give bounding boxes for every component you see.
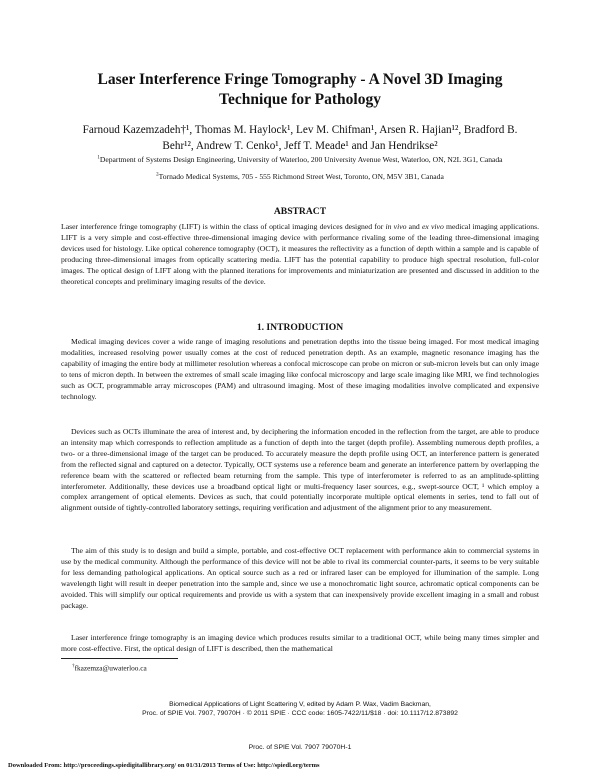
footnote <box>72 661 147 673</box>
authors-line-1: Farnoud Kazemzadeh†¹, Thomas M. Haylock¹, Lev M. Chifman¹, Arsen R. Hajian¹², Bradford B. <box>82 124 518 136</box>
page-footer: Proc. of SPIE Vol. 7907 79070H-1 <box>248 744 352 751</box>
introduction-heading: 1. INTRODUCTION <box>256 322 344 333</box>
paper-title <box>60 70 540 110</box>
author-list <box>55 122 545 154</box>
intro-paragraph-2: Devices such as OCTs illuminate the area of interest and, by deciphering the information encoded in the reflection from the target, are able to produce an intensity map which corresponds to reflection amplitude as a function of depth into the target (depth profile). Assembling numerous depth profiles, a two- or a three-dimensional image of the target can be produced. To accurately measure the depth profile using OCT, an interference pattern is generated from the reflected signal and captured on a detector. Typically, OCT systems use a reference beam and generate an interference pattern by overlapping the reference beam with the scattered or reflected beam returning from the sample. This type of interferometer is referred to as an amplitude-splitting interferometer. Additionally, these devices use a broadband optical light or multi-frequency laser sources, e.g., swept-source OCT, ¹ which employ a complex arrangement of optical elements. Devices as such, that could potentially incorporate multiple optical elements in series, tend to fall out of alignment outside of tightly-controlled laboratory settings, requiring verification and adjustment of the alignment prior to any measurement. <box>61 427 539 513</box>
intro-paragraph-1: Medical imaging devices cover a wide range of imaging resolutions and penetration depths into the tissue being imaged. For most medical imaging modalities, increased resolving power usually comes at the cost of reduced penetration depth. As an example, magnetic resonance imaging has the capability of imaging the entire body at millimeter resolution whereas a confocal microscope can probe on micron or sub-micron levels but can only image to tens of micron depth. In between the extremes of small scale imaging like confocal microscopy and large scale imaging like MRI, we find technologies such as OCT, programmable array microscopes (PAM) and ultrasound imaging. Most of these imaging modalities involve complicated and expensive technology. <box>61 337 539 401</box>
footnote-mark: † <box>72 663 75 669</box>
intro-paragraph-3: The aim of this study is to design and build a simple, portable, and cost-effective OCT replacement with performance akin to commercial systems in use by the medical community. Although the performance of this device will not be able to rival its commercial counter-parts, it seems to be very suitable for less demanding pathological applications. An optical source such as a red or infrared laser can be employed for illumination of the sample. Long wavelength light will result in deeper penetration into the sample and, since we use a monochromatic light source, achromatic optical components can be avoided. This will simplify our optical requirements and provide us with a system that can inexpensively provide excellent imaging in a small and robust package. <box>61 546 539 610</box>
footnote-email-link[interactable]: fkazemza@uwaterloo.ca <box>74 663 147 673</box>
abstract-heading: ABSTRACT <box>273 206 327 217</box>
abstract-text: Laser interference fringe tomography (LIFT) is within the class of optical imaging devices designed for in vivo and ex vivo medical imaging applications. LIFT is a very simple and cost-effective three-dimensional imaging device with performance rivaling some of the leading three-dimensional imaging devices used for histology. Like optical coherence tomography (OCT), it measures the reflectivity as a function of depth within a sample and is capable of producing three-dimensional images from optically scattering media. LIFT has the potential capability to produce high spectral resolution, full-color images. The optical design of LIFT along with the planned iterations for improvements and miniaturization are presented and discussed in addition to the theoretical concepts and preliminary imaging results of the device. <box>61 222 539 286</box>
proceedings-info-line-2: Proc. of SPIE Vol. 7907, 79070H · © 2011 SPIE · CCC code: 1605-7422/11/$18 · doi: 10.1117/12.873892 <box>142 710 458 717</box>
affiliation-1-text: Department of Systems Design Engineering, University of Waterloo, 200 University Avenue West, Waterloo, ON, N2L 3G1, Canada <box>99 155 503 164</box>
proceedings-info-line-1: Biomedical Applications of Light Scattering V, edited by Adam P. Wax, Vadim Backman, <box>169 701 431 708</box>
title-line-2: Technique for Pathology <box>219 91 381 108</box>
authors-line-2: Behr¹², Andrew T. Cenko¹, Jeff T. Meade¹ and Jan Hendrikse² <box>162 140 438 152</box>
download-note[interactable]: Downloaded From: http://proceedings.spiedigitallibrary.org/ on 01/31/2013 Terms of Use: http://spiedl.org/terms <box>8 762 320 769</box>
affiliation-2-mark: 2 <box>156 172 159 178</box>
affiliation-2-text: Tornado Medical Systems, 705 - 555 Richmond Street West, Toronto, ON, M5V 3B1, Canada <box>158 172 444 181</box>
affiliation-1-mark: 1 <box>97 155 100 161</box>
title-line-1: Laser Interference Fringe Tomography - A Novel 3D Imaging <box>97 71 503 88</box>
intro-paragraph-4: Laser interference fringe tomography is an imaging device which produces results similar to a traditional OCT, while being many times simpler and more cost-effective. First, the optical design of LIFT is described, then the mathematical <box>61 633 539 653</box>
affiliation-1 <box>55 155 545 165</box>
affiliation-2 <box>55 172 545 182</box>
footnote-divider <box>61 658 178 659</box>
